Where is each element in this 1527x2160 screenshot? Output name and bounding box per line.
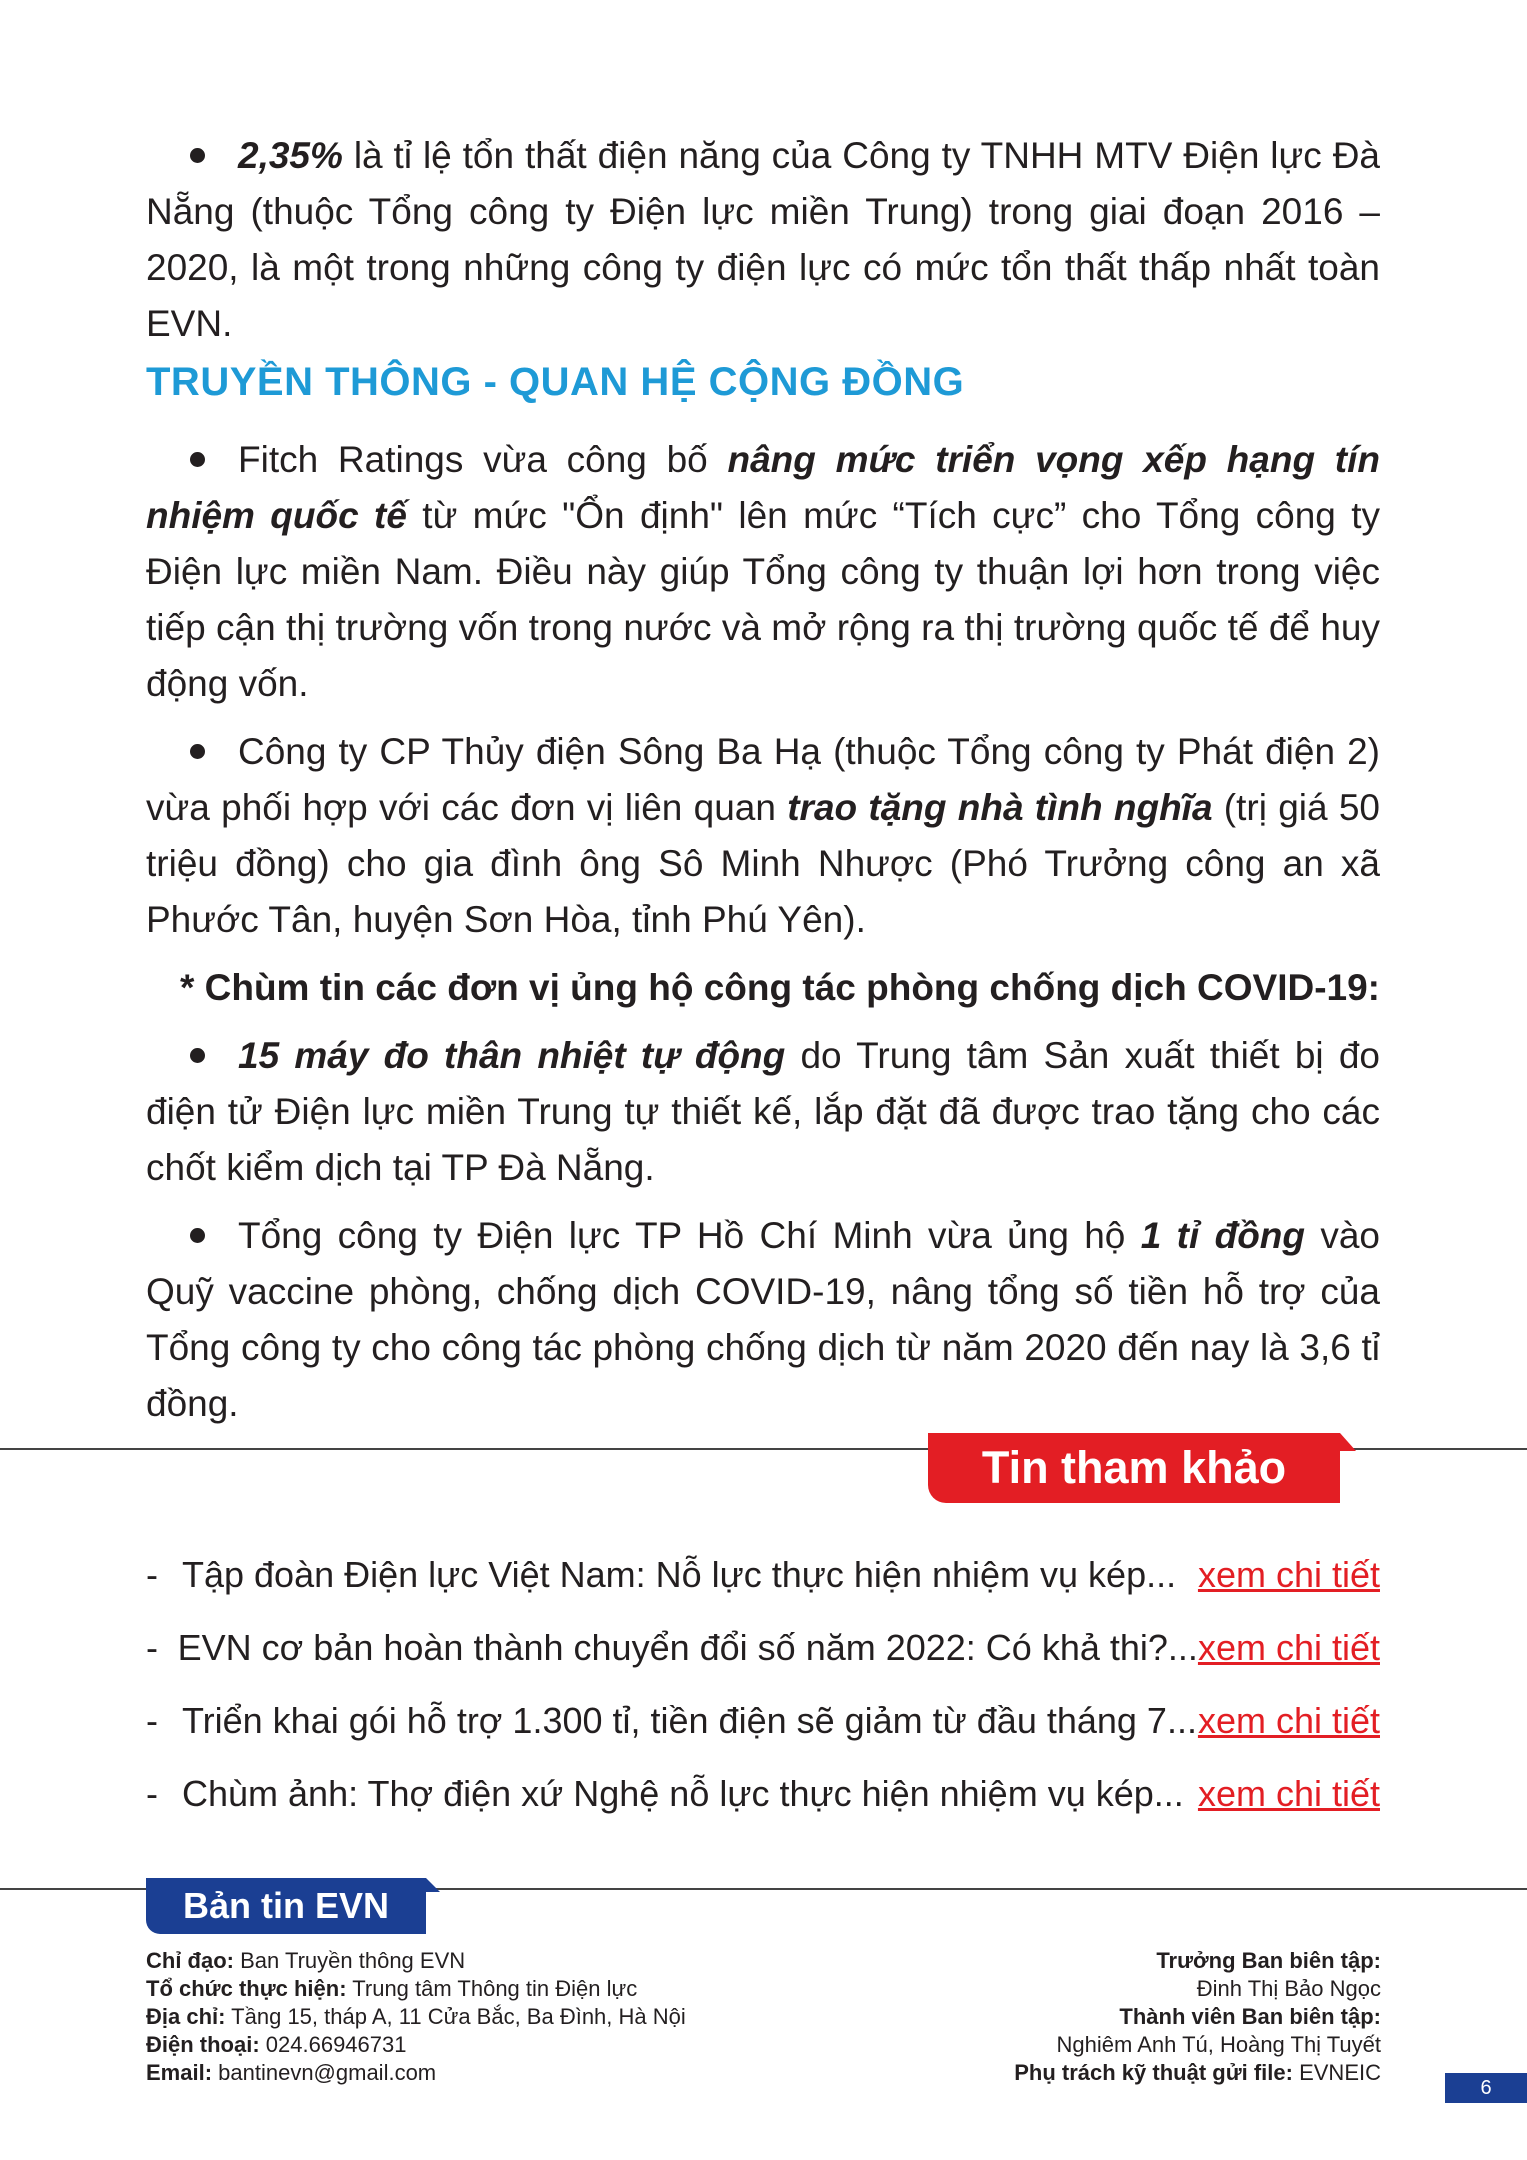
reference-title: EVN cơ bản hoàn thành chuyển đổi số năm 2022: Có khả thi?... (177, 1626, 1198, 1668)
list-dash: - (146, 1699, 158, 1741)
reference-item (146, 1538, 1380, 1611)
list-dash: - (146, 1553, 158, 1595)
credit-label: Tổ chức thực hiện: (146, 1976, 347, 2001)
members-role: Thành viên Ban biên tập: (1119, 2004, 1381, 2029)
paragraph-song-ba-ha (146, 724, 1380, 948)
bullet-icon (190, 452, 205, 467)
references-title: Tin tham khảo (928, 1433, 1340, 1503)
bullet-icon (190, 1228, 205, 1243)
bullet-icon (190, 1048, 205, 1063)
paragraph-text: Tổng công ty Điện lực TP Hồ Chí Minh vừa ủng hộ (238, 1215, 1141, 1256)
members-names: Nghiêm Anh Tú, Hoàng Thị Tuyết (1056, 2032, 1381, 2057)
reference-item (146, 1611, 1380, 1684)
reference-title: Chùm ảnh: Thợ điện xứ Nghệ nỗ lực thực hiện nhiệm vụ kép... (182, 1772, 1184, 1814)
editor-label (1014, 1947, 1381, 1975)
paragraph-text: Fitch Ratings vừa công bố (238, 439, 728, 480)
bullet-icon (190, 148, 205, 163)
list-dash: - (146, 1772, 158, 1814)
reference-title: Triển khai gói hỗ trợ 1.300 tỉ, tiền điện sẽ giảm từ đầu tháng 7... (182, 1699, 1197, 1741)
credit-line (146, 2003, 686, 2031)
section-loss-rate (146, 128, 1380, 352)
credit-line (146, 1947, 686, 1975)
reference-item (146, 1684, 1380, 1757)
credit-value: bantinevn@gmail.com (212, 2060, 437, 2085)
paragraph-highlight: trao tặng nhà tình nghĩa (787, 787, 1213, 828)
credit-value: Ban Truyền thông EVN (234, 1948, 466, 1973)
paragraph-highlight: nâng mức triển vọng xếp hạng tín nhiệm quốc tế (146, 439, 1380, 536)
reference-item (146, 1757, 1380, 1830)
references-list (146, 1538, 1380, 1830)
credit-label: Điện thoại: (146, 2032, 260, 2057)
paragraph-text: là tỉ lệ tổn thất điện năng của Công ty TNHH MTV Điện lực Đà Nẵng (thuộc Tổng công ty Điện lực miền Trung) trong giai đoạn 2016 – 2020, là một trong những công ty điện lực có mức tổn thất thấp nhất toàn EVN. (146, 135, 1380, 344)
paragraph-thermometers (146, 1028, 1380, 1196)
credit-value: Tầng 15, tháp A, 11 Cửa Bắc, Ba Đình, Hà Nội (225, 2004, 686, 2029)
editor-role: Trưởng Ban biên tập: (1156, 1948, 1381, 1973)
section-heading: TRUYỀN THÔNG - QUAN HỆ CỘNG ĐỒNG (146, 360, 965, 404)
tech-label: Phụ trách kỹ thuật gửi file: (1014, 2060, 1293, 2085)
editor-name: Đinh Thị Bảo Ngọc (1196, 1976, 1381, 2001)
paragraph-text: từ mức "Ổn định" lên mức “Tích cực” cho Tổng công ty Điện lực miền Nam. Điều này giúp Tổng công ty thuận lợi hơn trong việc tiếp cận thị trường vốn trong nước và mở rộng ra thị trường quốc tế để huy động vốn. (146, 495, 1380, 704)
reference-link[interactable]: xem chi tiết (1197, 1772, 1380, 1814)
reference-link[interactable]: xem chi tiết (1197, 1553, 1380, 1595)
reference-link[interactable]: xem chi tiết (1197, 1699, 1380, 1741)
tech-line (1014, 2059, 1381, 2087)
credit-label: Địa chỉ: (146, 2004, 226, 2029)
footer-credits (146, 1947, 686, 2087)
credit-value: Trung tâm Thông tin Điện lực (346, 1976, 638, 2001)
credit-line (146, 1975, 686, 2003)
bullet-icon (190, 744, 205, 759)
paragraph-highlight: 1 tỉ đồng (1140, 1215, 1305, 1256)
paragraph-text: vào Quỹ vaccine phòng, chống dịch COVID-19, nâng tổng số tiền hỗ trợ của Tổng công ty cho công tác phòng chống dịch từ năm 2020 đến nay là 3,6 tỉ đồng. (146, 1215, 1380, 1424)
paragraph-highlight: 15 máy đo thân nhiệt tự động (238, 1035, 786, 1076)
credit-line (146, 2031, 686, 2059)
tech-value: EVNEIC (1292, 2060, 1381, 2085)
paragraph-hcmc-donation (146, 1208, 1380, 1432)
reference-link[interactable]: xem chi tiết (1197, 1626, 1380, 1668)
credit-value: 024.66946731 (259, 2032, 407, 2057)
highlight-loss-rate: 2,35% (238, 135, 343, 176)
paragraph-text: (trị giá 50 triệu đồng) cho gia đình ông Sô Minh Nhược (Phó Trưởng công an xã Phước Tân, huyện Sơn Hòa, tỉnh Phú Yên). (146, 787, 1380, 940)
paragraph-text: do Trung tâm Sản xuất thiết bị đo điện tử Điện lực miền Trung tự thiết kế, lắp đặt đã được trao tặng cho các chốt kiểm dịch tại TP Đà Nẵng. (146, 1035, 1381, 1188)
members-label (1014, 2003, 1381, 2031)
list-dash: - (146, 1626, 158, 1668)
section-community (146, 432, 1380, 1432)
footer-editorial (1014, 1947, 1381, 2087)
footer-brand: Bản tin EVN (146, 1878, 426, 1934)
page-number: 6 (1445, 2073, 1527, 2103)
credit-label: Chỉ đạo: (146, 1948, 234, 1973)
credit-label: Email: (146, 2060, 213, 2085)
paragraph-text: Công ty CP Thủy điện Sông Ba Hạ (thuộc Tổng công ty Phát điện 2) vừa phối hợp với các đơn vị liên quan (146, 731, 1380, 828)
covid-subheading: * Chùm tin các đơn vị ủng hộ công tác phòng chống dịch COVID-19: (179, 967, 1380, 1008)
paragraph-loss-rate (146, 128, 1380, 352)
credit-line (146, 2059, 686, 2087)
reference-title: Tập đoàn Điện lực Việt Nam: Nỗ lực thực hiện nhiệm vụ kép... (182, 1553, 1177, 1595)
paragraph-fitch (146, 432, 1380, 712)
